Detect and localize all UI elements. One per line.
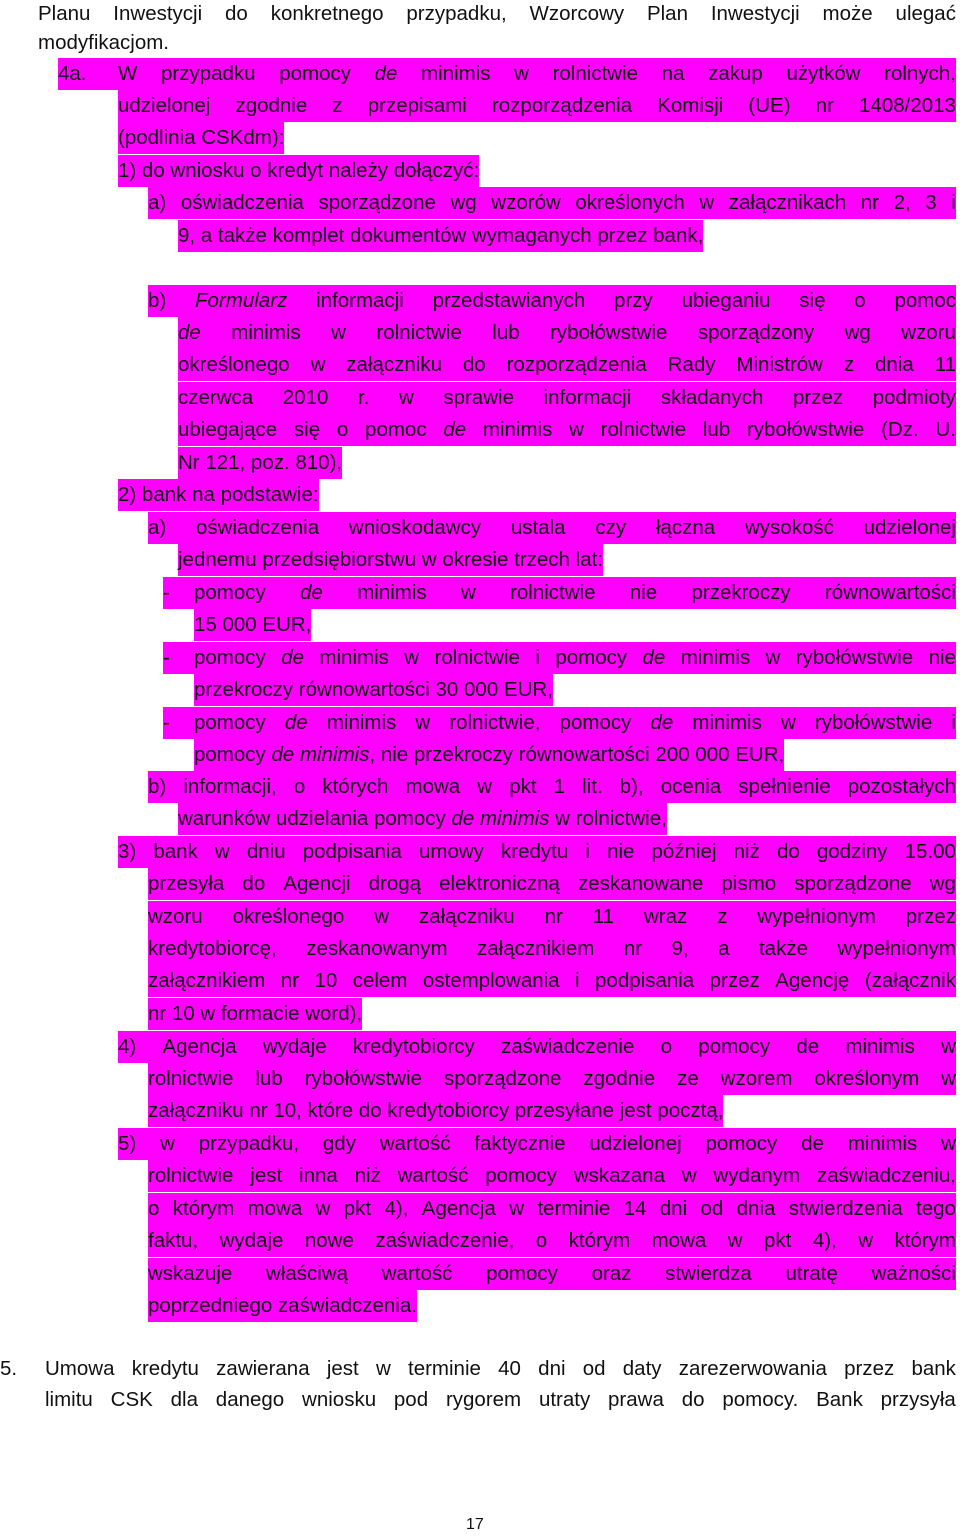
line-text: a) oświadczenia wnioskodawcy ustala czy łączna wysokość udzielonej [148,516,956,539]
line-text: wzoru określonego w załączniku nr 11 wraz z wypełnionym przez [148,905,956,928]
highlighted-text [148,998,362,1030]
text-line [148,187,956,219]
line-text: załączniku nr 10, które do kredytobiorcy przesyłane jest pocztą, [148,1099,724,1122]
highlighted-text [148,901,956,933]
text-line [118,836,956,868]
line-text: udzielonej zgodnie z przepisami rozporządzenia Komisji (UE) nr 1408/2013 [118,94,956,117]
text-line [118,90,956,122]
highlighted-text [58,58,956,90]
text-content [38,0,956,30]
line-text: określonego w załączniku do rozporządzenia Rady Ministrów z dnia 11 [178,353,956,376]
line-text: Planu Inwestycji do konkretnego przypadku, Wzorcowy Plan Inwestycji może ulegać [38,2,956,25]
text-line [163,642,956,674]
highlighted-text [118,836,956,868]
highlighted-text [194,674,553,706]
line-text: poprzedniego zaświadczenia. [148,1294,417,1317]
text-line [148,1095,723,1127]
text-content [45,1384,956,1416]
highlighted-text [194,739,784,771]
highlighted-text [148,1258,956,1290]
text-line [118,155,479,187]
highlighted-text [178,447,342,479]
page-number: 17 [466,1516,484,1533]
text-line [0,1353,956,1385]
list-marker: - [163,581,170,604]
text-line [148,285,956,317]
line-text: pomocy de minimis w rolnictwie, pomocy de minimis w rybołówstwie i [194,711,956,734]
line-text: 3) bank w dniu podpisania umowy kredytu i nie później niż do godziny 15.00 [118,840,956,863]
text-line [178,544,603,576]
text-line [148,1225,956,1257]
line-text: jednemu przedsiębiorstwu w okresie trzech lat: [178,548,603,571]
highlighted-text [118,479,319,511]
highlighted-text [178,803,667,835]
text-line [163,707,956,739]
text-content [38,27,169,59]
line-text: faktu, wydaje nowe zaświadczenie, o którym mowa w pkt 4), w którym [148,1229,956,1252]
text-line [178,349,956,381]
highlighted-text [148,1193,956,1225]
line-text: pomocy de minimis w rolnictwie nie przekroczy równowartości [194,581,956,604]
highlighted-text [148,1095,723,1127]
line-text: warunków udzielania pomocy de minimis w rolnictwie, [178,807,667,830]
text-line [118,479,319,511]
highlighted-text [148,285,956,317]
highlighted-text [148,1225,956,1257]
line-text: o którym mowa w pkt 4), Agencja w terminie 14 dni od dnia stwierdzenia tego [148,1197,956,1220]
highlighted-text [194,609,311,641]
text-line [148,1290,417,1322]
line-text: 2) bank na podstawie: [118,483,319,506]
line-text: 4) Agencja wydaje kredytobiorcy zaświadczenie o pomocy de minimis w [118,1035,956,1058]
text-line [118,1128,956,1160]
text-line [38,0,956,30]
text-line [178,382,956,414]
highlighted-text [148,1160,956,1192]
text-line [178,803,667,835]
text-line [148,998,362,1030]
list-marker: 5. [0,1357,18,1380]
line-text: W przypadku pomocy de minimis w rolnictwie na zakup użytków rolnych, [118,62,956,85]
line-text: a) oświadczenia sporządzone wg wzorów określonych w załącznikach nr 2, 3 i [148,191,956,214]
text-line [118,1031,956,1063]
text-line [178,414,956,446]
text-line [148,1258,956,1290]
highlighted-text [148,187,956,219]
line-text: 5) w przypadku, gdy wartość faktycznie udzielonej pomocy de minimis w [118,1132,956,1155]
highlighted-text [148,868,956,900]
highlighted-text [118,1031,956,1063]
highlighted-text [178,414,956,446]
text-line [45,1384,956,1416]
text-line [38,27,169,59]
text-line [148,1193,956,1225]
highlighted-text [178,544,603,576]
text-line [194,739,784,771]
line-text: modyfikacjom. [38,31,170,54]
text-line [148,512,956,544]
text-content [0,1353,956,1385]
text-line [178,317,956,349]
text-line [178,220,703,252]
text-line [58,58,956,90]
line-text: Umowa kredytu zawierana jest w terminie 40 dni od daty zarezerwowania przez bank [45,1357,956,1380]
line-text: pomocy de minimis, nie przekroczy równowartości 200 000 EUR, [194,743,785,766]
text-line [194,609,311,641]
list-marker: 4a. [58,62,87,85]
highlighted-text [178,349,956,381]
highlighted-text [148,512,956,544]
text-line [118,122,284,154]
highlighted-text [163,642,956,674]
line-text: limitu CSK dla danego wniosku pod rygorem utraty prawa do pomocy. Bank przysyła [45,1388,956,1411]
text-line [148,1063,956,1095]
line-text: załącznikiem nr 10 celem ostemplowania i podpisania przez Agencję (załącznik [148,969,956,992]
line-text: Nr 121, poz. 810), [178,451,343,474]
line-text: b) informacji, o których mowa w pkt 1 lit. b), ocenia spełnienie pozostałych [148,775,956,798]
highlighted-text [148,965,956,997]
highlighted-text [118,90,956,122]
line-text: rolnictwie jest inna niż wartość pomocy wskazana w wydanym zaświadczeniu, [148,1164,956,1187]
highlighted-text [148,771,956,803]
line-text: wskazuje właściwą wartość pomocy oraz stwierdza utratę ważności [148,1262,956,1285]
line-text: pomocy de minimis w rolnictwie i pomocy de minimis w rybołówstwie nie [194,646,956,669]
highlighted-text [148,1063,956,1095]
text-line [194,674,553,706]
text-line [148,868,956,900]
text-line [148,965,956,997]
highlighted-text [118,155,479,187]
highlighted-text [148,1290,417,1322]
list-marker: - [163,711,170,734]
text-line [163,577,956,609]
highlighted-text [178,382,956,414]
highlighted-text [163,707,956,739]
highlighted-text [118,1128,956,1160]
line-text: rolnictwie lub rybołówstwie sporządzone zgodnie ze wzorem określonym w [148,1067,956,1090]
text-line [148,1160,956,1192]
line-text: ubiegające się o pomoc de minimis w rolnictwie lub rybołówstwie (Dz. U. [178,418,956,441]
highlighted-text [163,577,956,609]
line-text: nr 10 w formacie word), [148,1002,363,1025]
list-marker: - [163,646,170,669]
text-line [148,771,956,803]
highlighted-text [148,933,956,965]
line-text: czerwca 2010 r. w sprawie informacji składanych przez podmioty [178,386,956,409]
line-text: b) Formularz informacji przedstawianych przy ubieganiu się o pomoc [148,289,956,312]
highlighted-text [118,122,284,154]
text-line [148,933,956,965]
line-text: 15 000 EUR, [194,613,312,636]
line-text: przekroczy równowartości 30 000 EUR, [194,678,553,701]
highlighted-text [178,317,956,349]
line-text: 1) do wniosku o kredyt należy dołączyć: [118,159,480,182]
line-text: (podlinia CSKdm): [118,126,285,149]
line-text: de minimis w rolnictwie lub rybołówstwie sporządzony wg wzoru [178,321,956,344]
text-line [178,447,342,479]
line-text: kredytobiorcę, zeskanowanym załącznikiem nr 9, a także wypełnionym [148,937,956,960]
line-text: 9, a także komplet dokumentów wymaganych przez bank, [178,224,704,247]
text-line [148,901,956,933]
line-text: przesyła do Agencji drogą elektroniczną zeskanowane pismo sporządzone wg [148,872,956,895]
highlighted-text [178,220,703,252]
